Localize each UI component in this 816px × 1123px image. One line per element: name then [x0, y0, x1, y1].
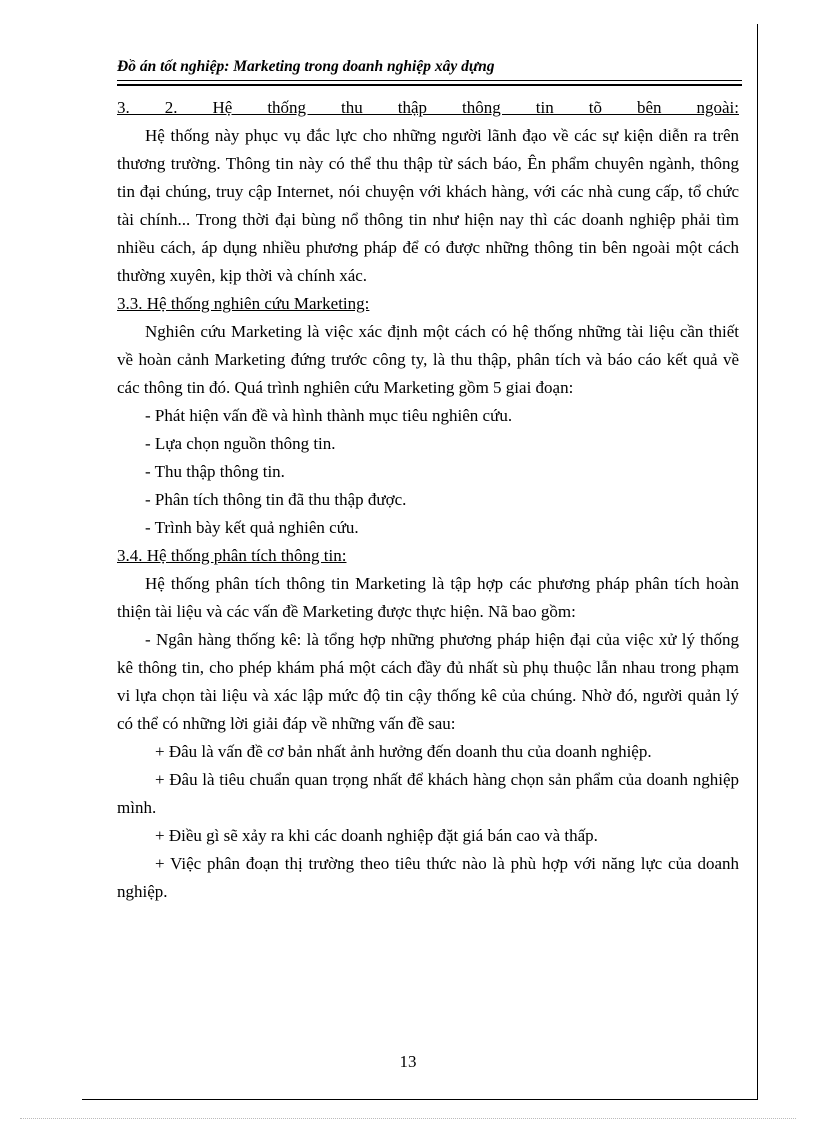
list-item: - Phát hiện vấn đề và hình thành mục tiêu nghiên cứu.	[145, 406, 513, 425]
section-heading-3-3: 3.3. Hệ thống nghiên cứu Marketing:	[117, 294, 370, 313]
section-paragraph-3-4: Hệ thống phân tích thông tin Marketing là tập hợp các phương pháp phân tích hoàn thiện tài liệu và các vấn đề Marketing được thực hiện. Nã bao gồm:	[117, 574, 739, 621]
question-item: + Việc phân đoạn thị trường theo tiêu thức nào là phù hợp với năng lực của doanh nghiệp.	[117, 854, 739, 901]
document-body	[117, 94, 739, 906]
running-header: Đồ án tốt nghiệp: Marketing trong doanh nghiệp xây dựng	[117, 58, 495, 75]
question-item: + Đâu là vấn đề cơ bản nhất ảnh hưởng đến doanh thu của doanh nghiệp.	[155, 742, 652, 761]
list-item: - Lựa chọn nguồn thông tin.	[145, 434, 336, 453]
list-item: - Trình bày kết quả nghiên cứu.	[145, 518, 359, 537]
question-item: + Đâu là tiêu chuẩn quan trọng nhất để khách hàng chọn sản phẩm của doanh nghiệp mình.	[117, 770, 739, 817]
section-heading-3-4: 3.4. Hệ thống phân tích thông tin:	[117, 546, 347, 565]
section-paragraph-3-2: Hệ thống này phục vụ đắc lực cho những người lãnh đạo về các sự kiện diễn ra trên thương trường. Thông tin này có thể thu thập từ sách báo, Ên phẩm chuyên ngành, thông tin đại chúng, truy cập Internet, nói chuyện với khách hàng, với các nhà cung cấp, tổ chức tài chính... Trong thời đại bùng nổ thông tin như hiện nay thì các doanh nghiệp phải tìm nhiều cách, áp dụng nhiều phương pháp để có được những thông tin bên ngoài một cách thường xuyên, kịp thời và chính xác.	[117, 126, 739, 285]
header-rule-thin	[117, 80, 742, 81]
section-heading-3-2: 3. 2. Hệ thống thu thập thông tin tõ bên ngoài:	[117, 98, 739, 117]
statistics-bank-paragraph: - Ngân hàng thống kê: là tổng hợp những phương pháp hiện đại của việc xử lý thống kê thông tin, cho phép khám phá một cách đầy đủ nhất sù phụ thuộc lẫn nhau trong phạm vi lựa chọn tài liệu và xác lập mức độ tin cậy thống kê của chúng. Nhờ đó, người quản lý có thể có những lời giải đáp về những vấn đề sau:	[117, 630, 739, 733]
page-number: 13	[399, 1052, 417, 1071]
list-item: - Phân tích thông tin đã thu thập được.	[145, 490, 407, 509]
header-rule-thick	[117, 84, 742, 86]
section-paragraph-3-3: Nghiên cứu Marketing là việc xác định một cách có hệ thống những tài liệu cần thiết về hoàn cảnh Marketing đứng trước công ty, là thu thập, phân tích và báo cáo kết quả về các thông tin đó. Quá trình nghiên cứu Marketing gồm 5 giai đoạn:	[117, 322, 739, 397]
page-bottom-divider	[20, 1118, 796, 1119]
question-item: + Điều gì sẽ xảy ra khi các doanh nghiệp đặt giá bán cao và thấp.	[155, 826, 598, 845]
list-item: - Thu thập thông tin.	[145, 462, 285, 481]
